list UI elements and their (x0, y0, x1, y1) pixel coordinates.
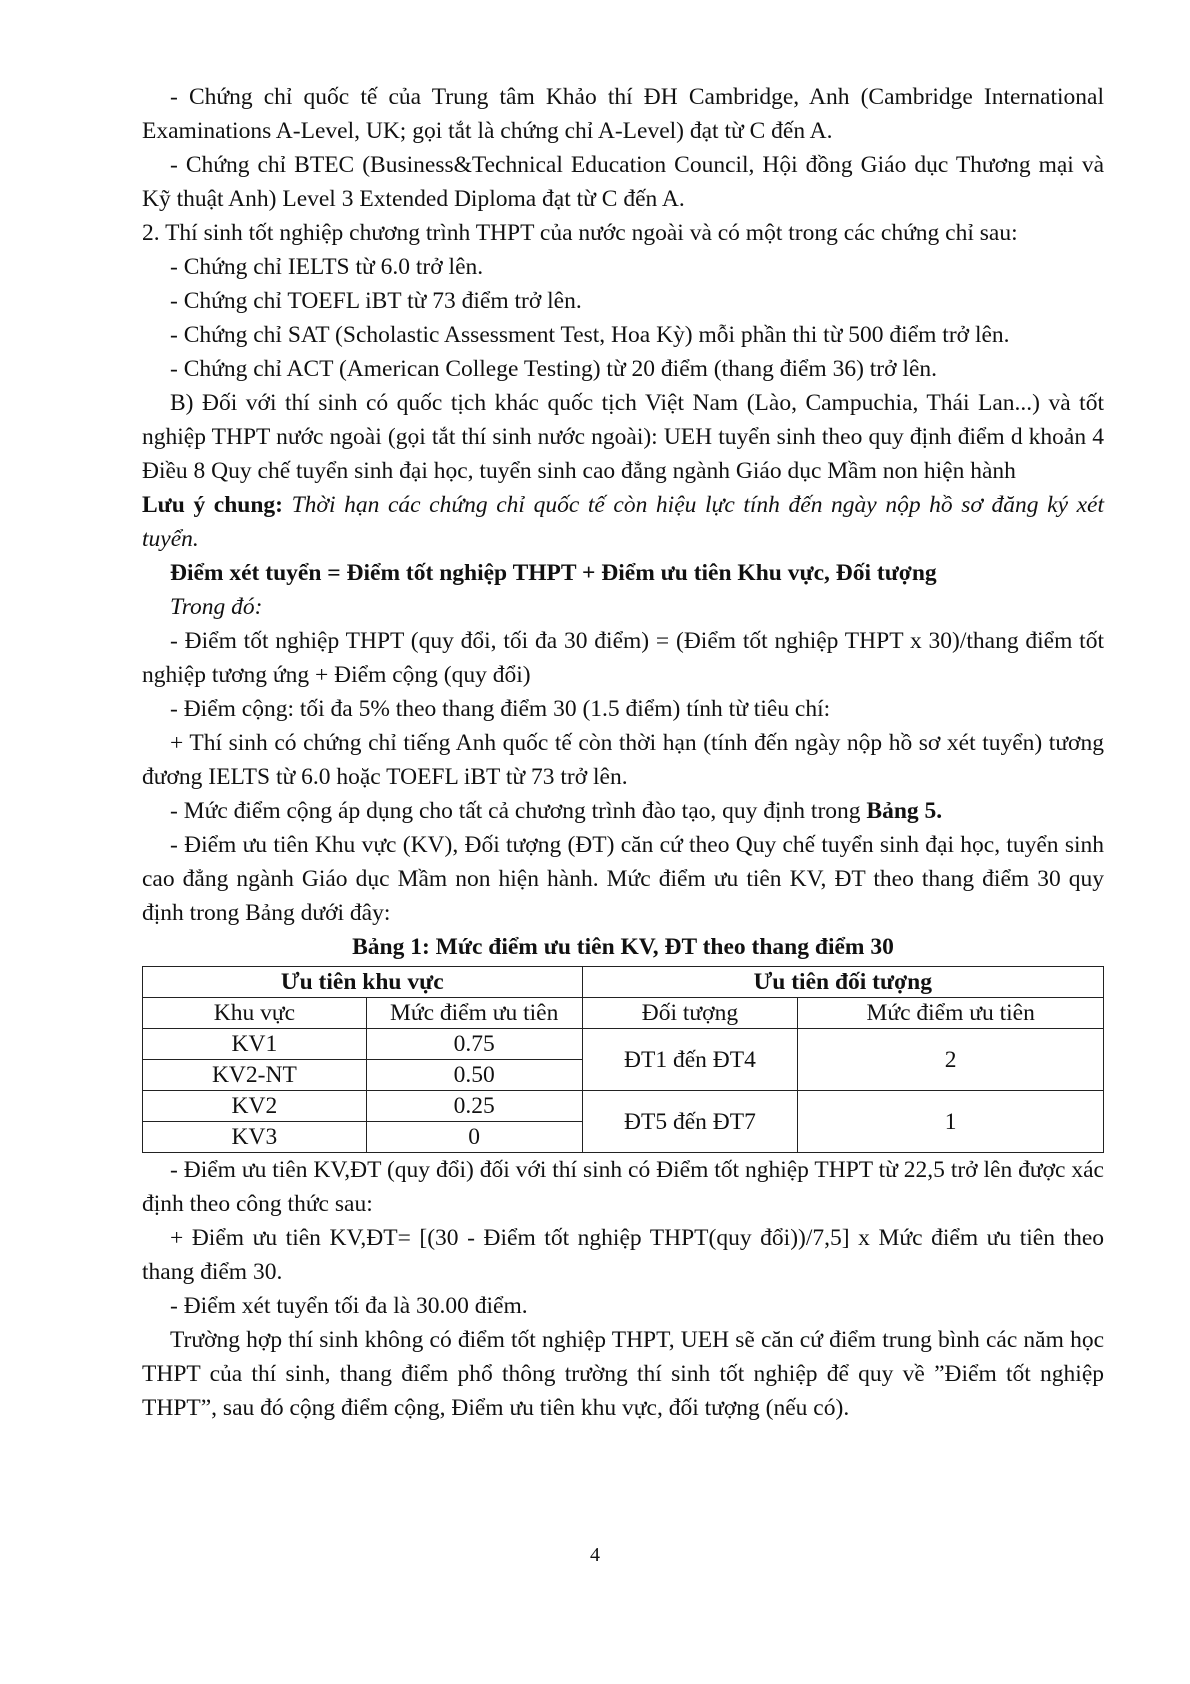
region-score-cell: 0.25 (366, 1091, 582, 1122)
table-5-reference: Bảng 5. (866, 798, 943, 824)
paragraph-no-graduation-score: Trường hợp thí sinh không có điểm tốt nghiệp THPT, UEH sẽ căn cứ điểm trung bình các năm học THPT của thí sinh, thang điểm phổ thông trường thí sinh tốt nghiệp để quy về ”Điểm tốt nghiệp THPT”, sau đó cộng điểm cộng, Điểm ưu tiên khu vực, đối tượng (nếu có). (142, 1327, 1104, 1421)
paragraph-graduation-score: - Điểm tốt nghiệp THPT (quy đổi, tối đa 30 điểm) = (Điểm tốt nghiệp THPT x 30)/thang điểm tốt nghiệp tương ứng + Điểm cộng (quy đổi) (142, 628, 1104, 688)
subject-cell: ĐT1 đến ĐT4 (582, 1029, 798, 1091)
column-header-region: Khu vực (143, 998, 367, 1029)
region-cell: KV2 (143, 1091, 367, 1122)
paragraph-foreign-nationals: B) Đối với thí sinh có quốc tịch khác quốc tịch Việt Nam (Lào, Campuchia, Thái Lan...) và tốt nghiệp THPT nước ngoài (gọi tắt thí sinh nước ngoài): UEH tuyển sinh theo quy định điểm d khoản 4 Điều 8 Quy chế tuyển sinh đại học, tuyển sinh cao đẳng ngành Giáo dục Mầm non hiện hành (142, 390, 1104, 484)
paragraph-bonus-points: - Điểm cộng: tối đa 5% theo thang điểm 30 (1.5 điểm) tính từ tiêu chí: (170, 696, 831, 722)
paragraph-ielts: - Chứng chỉ IELTS từ 6.0 trở lên. (170, 254, 484, 280)
column-header-subject-score: Mức điểm ưu tiên (798, 998, 1104, 1029)
region-cell: KV2-NT (143, 1060, 367, 1091)
region-score-cell: 0 (366, 1122, 582, 1153)
priority-table (142, 966, 1104, 1153)
table-row (143, 1091, 1104, 1122)
region-cell: KV1 (143, 1029, 367, 1060)
paragraph-priority-formula: + Điểm ưu tiên KV,ĐT= [(30 - Điểm tốt nghiệp THPT(quy đổi))/7,5] x Mức điểm ưu tiên theo thang điểm 30. (142, 1225, 1104, 1285)
paragraph-max-score: - Điểm xét tuyển tối đa là 30.00 điểm. (170, 1293, 528, 1319)
subject-score-cell: 1 (798, 1091, 1104, 1153)
table-caption: Bảng 1: Mức điểm ưu tiên KV, ĐT theo thang điểm 30 (352, 934, 894, 960)
paragraph-sat: - Chứng chỉ SAT (Scholastic Assessment Test, Hoa Kỳ) mỗi phần thi từ 500 điểm trở lên. (170, 322, 1010, 348)
page-number: 4 (590, 1544, 600, 1566)
general-note-label: Lưu ý chung: (142, 492, 284, 518)
group-header-subject: Ưu tiên đối tượng (582, 967, 1103, 998)
admission-score-formula: Điểm xét tuyển = Điểm tốt nghiệp THPT + Điểm ưu tiên Khu vực, Đối tượng (170, 560, 937, 586)
paragraph-bonus-applies (142, 794, 1104, 828)
paragraph-act: - Chứng chỉ ACT (American College Testing) từ 20 điểm (thang điểm 36) trở lên. (170, 356, 938, 382)
paragraph-toefl: - Chứng chỉ TOEFL iBT từ 73 điểm trở lên. (170, 288, 582, 314)
column-header-region-score: Mức điểm ưu tiên (366, 998, 582, 1029)
document-page (142, 80, 1104, 1425)
paragraph-in-which: Trong đó: (170, 594, 263, 620)
subject-score-cell: 2 (798, 1029, 1104, 1091)
table-group-header-row (143, 967, 1104, 998)
paragraph-foreign-graduates: 2. Thí sinh tốt nghiệp chương trình THPT của nước ngoài và có một trong các chứng chỉ sau: (142, 220, 1018, 246)
region-cell: KV3 (143, 1122, 367, 1153)
column-header-subject: Đối tượng (582, 998, 798, 1029)
bonus-applies-text: - Mức điểm cộng áp dụng cho tất cả chương trình đào tạo, quy định trong (170, 798, 867, 824)
general-note-text: Thời hạn các chứng chỉ quốc tế còn hiệu lực tính đến ngày nộp hồ sơ đăng ký xét tuyển. (142, 492, 1105, 552)
table-row (143, 1029, 1104, 1060)
paragraph-btec: - Chứng chỉ BTEC (Business&Technical Education Council, Hội đồng Giáo dục Thương mại và Kỹ thuật Anh) Level 3 Extended Diploma đạt từ C đến A. (142, 152, 1104, 212)
table-column-header-row (143, 998, 1104, 1029)
paragraph-priority-conversion: - Điểm ưu tiên KV,ĐT (quy đổi) đối với thí sinh có Điểm tốt nghiệp THPT từ 22,5 trở lên được xác định theo công thức sau: (142, 1157, 1104, 1217)
paragraph-a-level: - Chứng chỉ quốc tế của Trung tâm Khảo thí ĐH Cambridge, Anh (Cambridge International Examinations A-Level, UK; gọi tắt là chứng chỉ A-Level) đạt từ C đến A. (142, 84, 1104, 144)
paragraph-english-certificate: + Thí sinh có chứng chỉ tiếng Anh quốc tế còn thời hạn (tính đến ngày nộp hồ sơ xét tuyển) tương đương IELTS từ 6.0 hoặc TOEFL iBT từ 73 trở lên. (142, 730, 1104, 790)
region-score-cell: 0.50 (366, 1060, 582, 1091)
group-header-region: Ưu tiên khu vực (143, 967, 583, 998)
subject-cell: ĐT5 đến ĐT7 (582, 1091, 798, 1153)
region-score-cell: 0.75 (366, 1029, 582, 1060)
general-note (142, 488, 1104, 556)
paragraph-priority-points: - Điểm ưu tiên Khu vực (KV), Đối tượng (ĐT) căn cứ theo Quy chế tuyển sinh đại học, tuyển sinh cao đẳng ngành Giáo dục Mầm non hiện hành. Mức điểm ưu tiên KV, ĐT theo thang điểm 30 quy định trong Bảng dưới đây: (142, 832, 1104, 926)
